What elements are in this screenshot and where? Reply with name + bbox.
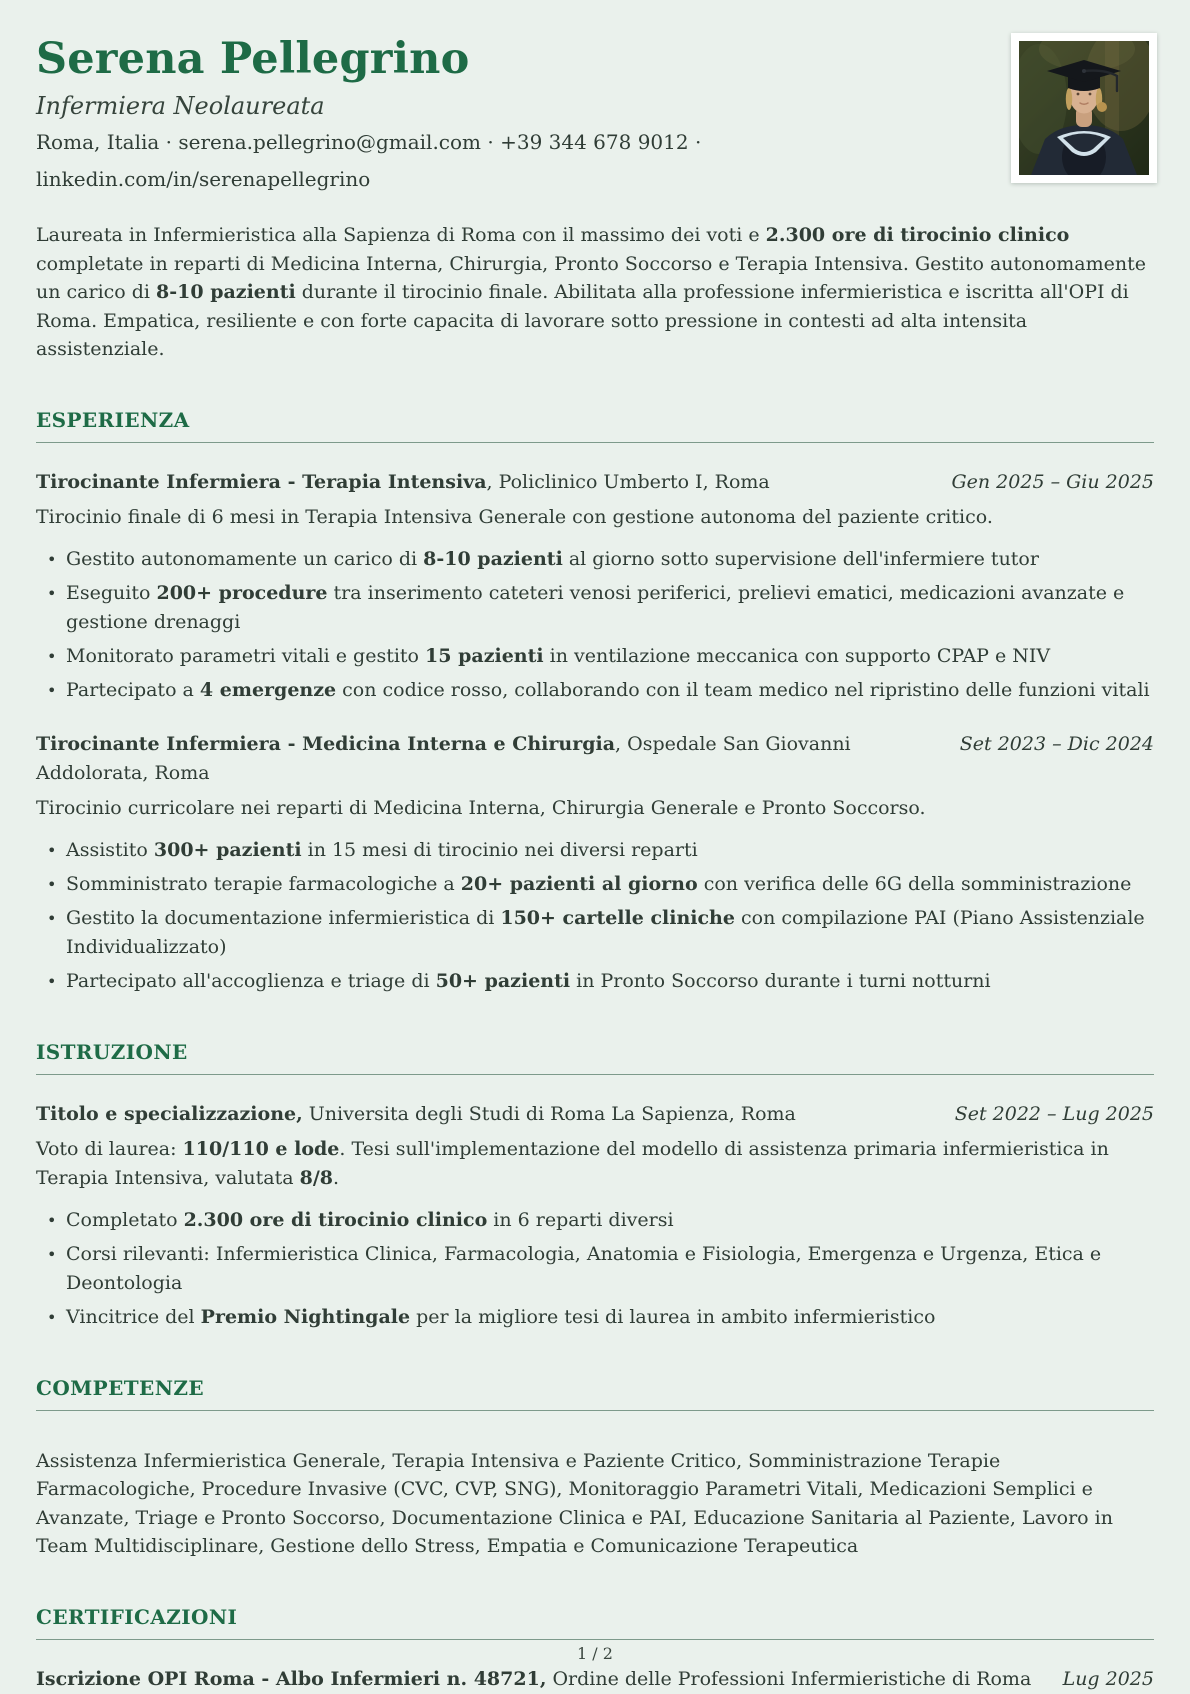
bullet-text: Eseguito 200+ procedure tra inserimento cateteri venosi periferici, prelievi ematici, medicazioni avanzate e gestione drenaggi — [66, 581, 1125, 633]
bullet-text: Partecipato all'accoglienza e triage di 50+ pazienti in Pronto Soccorso durante i turni notturni — [66, 969, 991, 992]
bullet-item — [47, 642, 1154, 671]
bullet-text: Corsi rilevanti: Infermieristica Clinica, Farmacologia, Anatomia e Fisiologia, Emergenza e Urgenza, Etica e Deontologia — [66, 1242, 1102, 1294]
experience-entry-2 — [36, 730, 1154, 996]
bullet-text: Somministrato terapie farmacologiche a 20+ pazienti al giorno con verifica delle 6G della somministrazione — [66, 872, 1132, 895]
education-entry-1 — [36, 1100, 1154, 1332]
bullet-item — [47, 579, 1154, 637]
bullet-text: Assistito 300+ pazienti in 15 mesi di tirocinio nei diversi reparti — [66, 838, 698, 861]
entry-description: Tirocinio finale di 6 mesi in Terapia Intensiva Generale con gestione autonoma del paziente critico. — [36, 505, 993, 528]
entry-header — [36, 1100, 1154, 1129]
bullet-marker: • — [47, 1307, 57, 1327]
bullet-item — [47, 967, 1154, 996]
section-divider — [36, 442, 1154, 443]
entry-dates: Set 2023 – Dic 2024 — [959, 732, 1154, 755]
bullet-item — [47, 904, 1154, 962]
person-job-title: Infermiera Neolaureata — [36, 92, 325, 121]
bullet-marker: • — [47, 1210, 57, 1230]
page-number: 1 / 2 — [577, 1644, 613, 1663]
bullet-list — [36, 545, 1154, 705]
section-competenze — [36, 1376, 1154, 1561]
section-esperienza — [36, 408, 1154, 996]
bullet-marker: • — [47, 680, 57, 700]
entry-header — [36, 468, 1154, 497]
bullet-text: Monitorato parametri vitali e gestito 15 pazienti in ventilazione meccanica con supporto CPAP e NIV — [66, 644, 1051, 667]
bullet-list — [36, 836, 1154, 996]
section-istruzione — [36, 1040, 1154, 1332]
bullet-item — [47, 1206, 1154, 1235]
bullet-marker: • — [47, 1244, 57, 1264]
bullet-item — [47, 870, 1154, 899]
bullet-list — [36, 1206, 1154, 1332]
graduation-portrait-illustration — [1019, 41, 1149, 175]
entry-title: Tirocinante Infermiera - Medicina Interna e Chirurgia, Ospedale San Giovanni Addolorata, Roma — [36, 732, 851, 784]
section-divider — [36, 1074, 1154, 1075]
bullet-marker: • — [47, 646, 57, 666]
entry-dates: Set 2022 – Lug 2025 — [954, 1102, 1154, 1125]
section-heading-esperienza: ESPERIENZA — [36, 407, 190, 432]
person-name: Serena Pellegrino — [36, 34, 470, 84]
bullet-text: Gestito autonomamente un carico di 8-10 pazienti al giorno sotto supervisione dell'infermiere tutor — [66, 547, 1039, 570]
bullet-item — [47, 836, 1154, 865]
bullet-item — [47, 1240, 1154, 1298]
section-divider — [36, 1639, 1154, 1640]
entry-header — [36, 1665, 1154, 1694]
entry-description: Voto di laurea: 110/110 e lode. Tesi sull'implementazione del modello di assistenza primaria infermieristica in Terapia Intensiva, valutata 8/8. — [36, 1137, 1109, 1189]
section-heading-certificazioni: CERTIFICAZIONI — [36, 1604, 238, 1629]
bullet-marker: • — [47, 840, 57, 860]
bullet-item — [47, 545, 1154, 574]
bullet-marker: • — [47, 874, 57, 894]
entry-dates: Lug 2025 — [1062, 1667, 1154, 1690]
certification-entry-1 — [36, 1665, 1154, 1694]
entry-title: Titolo e specializzazione, Universita degli Studi di Roma La Sapienza, Roma — [36, 1102, 796, 1125]
entry-title: Iscrizione OPI Roma - Albo Infermieri n. 48721, Ordine delle Professioni Infermieristiche di Roma — [36, 1667, 1032, 1690]
bullet-text: Completato 2.300 ore di tirocinio clinico in 6 reparti diversi — [66, 1208, 674, 1231]
header-identity — [36, 36, 986, 194]
bullet-text: Gestito la documentazione infermieristica di 150+ cartelle cliniche con compilazione PAI (Piano Assistenziale Individualizzato) — [66, 906, 1145, 958]
contact-line-2-linkedin: linkedin.com/in/serenapellegrino — [36, 167, 371, 192]
section-heading-competenze: COMPETENZE — [36, 1375, 205, 1400]
bullet-marker: • — [47, 971, 57, 991]
bullet-item — [47, 1303, 1154, 1332]
bullet-marker: • — [47, 908, 57, 928]
section-heading-istruzione: ISTRUZIONE — [36, 1039, 188, 1064]
experience-entry-1 — [36, 468, 1154, 705]
bullet-text: Partecipato a 4 emergenze con codice rosso, collaborando con il team medico nel ripristino delle funzioni vitali — [66, 678, 1150, 701]
contact-line-1: Roma, Italia · serena.pellegrino@gmail.com · +39 344 678 9012 · — [36, 130, 702, 155]
header — [36, 36, 1154, 194]
entry-description: Tirocinio curricolare nei reparti di Medicina Interna, Chirurgia Generale e Pronto Soccorso. — [36, 796, 926, 819]
profile-photo — [1011, 33, 1157, 183]
entry-dates: Gen 2025 – Giu 2025 — [951, 470, 1154, 493]
bullet-item — [47, 676, 1154, 705]
entry-header — [36, 730, 1154, 788]
bullet-marker: • — [47, 549, 57, 569]
bullet-marker: • — [47, 583, 57, 603]
section-divider — [36, 1410, 1154, 1411]
entry-title: Tirocinante Infermiera - Terapia Intensiva, Policlinico Umberto I, Roma — [36, 470, 770, 493]
summary-paragraph: Laureata in Infermieristica alla Sapienza di Roma con il massimo dei voti e 2.300 ore di tirocinio clinico completate in reparti di Medicina Interna, Chirurgia, Pronto Soccorso e Terapia Intensiva. Gestito autonomamente un carico di 8-10 pazienti durante il tirocinio finale. Abilitata alla professione infermieristica e iscritta all'OPI di Roma. Empatica, resiliente e con forte capacita di lavorare sotto pressione in contesti ad alta intensita assistenziale. — [36, 224, 1146, 361]
bullet-text: Vincitrice del Premio Nightingale per la migliore tesi di laurea in ambito infermieristico — [66, 1305, 936, 1328]
skills-paragraph: Assistenza Infermieristica Generale, Terapia Intensiva e Paziente Critico, Somministrazione Terapie Farmacologiche, Procedure Invasive (CVC, CVP, SNG), Monitoraggio Parametri Vitali, Medicazioni Semplici e Avanzate, Triage e Pronto Soccorso, Documentazione Clinica e PAI, Educazione Sanitaria al Paziente, Lavoro in Team Multidisciplinare, Gestione dello Stress, Empatia e Comunicazione Terapeutica — [36, 1449, 1113, 1558]
